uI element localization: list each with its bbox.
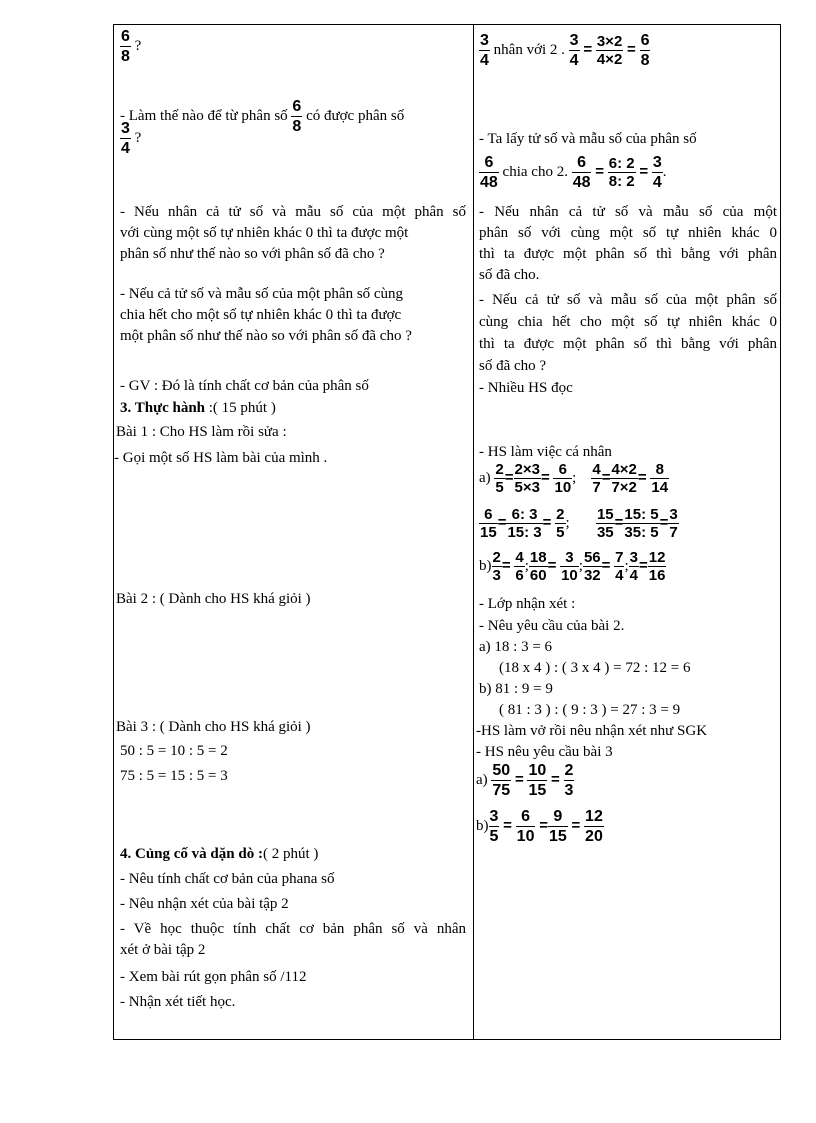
lesson-table <box>113 24 781 1040</box>
column-divider <box>473 25 474 1039</box>
fraction: $\frac{6}{15}$ <box>480 506 497 541</box>
fraction: $\frac{6}{10}$ <box>554 461 572 496</box>
exercise-3-line: 75 : 5 = 15 : 5 = 3 <box>120 768 228 784</box>
left-line-2: $\frac{3}{4}$ ? <box>121 120 142 157</box>
summary-item: - Nêu tính chất cơ bản của phana số <box>120 871 335 887</box>
fraction: $\frac{4}{7}$ <box>592 461 601 496</box>
right-para-1: số đã cho. <box>479 267 540 283</box>
fraction: $\frac{6}{8}$ <box>292 98 302 135</box>
fraction: $\frac{3}{4}$ <box>121 120 130 157</box>
exercise-3-line: 50 : 5 = 10 : 5 = 2 <box>120 743 228 759</box>
fraction: $\frac{56}{32}$ <box>583 549 601 584</box>
exercise-2: Bài 2 : ( Dành cho HS khá giỏi ) <box>116 591 311 607</box>
fraction: $\frac{2}{3}$ <box>564 762 574 799</box>
summary-item: - Xem bài rút gọn phân số /112 <box>120 969 307 985</box>
exercise-1: Bài 1 : Cho HS làm rồi sửa : <box>116 424 287 440</box>
exercise-3: Bài 3 : ( Dành cho HS khá giỏi ) <box>116 719 311 735</box>
fraction: $\frac{2}{5}$ <box>495 461 504 496</box>
right-para-1: - Nếu nhân cả tử số và mẫu số của một <box>479 204 777 220</box>
fraction: $\frac{18}{60}$ <box>529 549 547 584</box>
left-line-0: $\frac{6}{8}$ ? <box>121 28 142 65</box>
left-line-1: - Làm thế nào để từ phân số $\frac{6}{8}$ có được phân số <box>120 98 405 135</box>
exercise-2-line: (18 x 4 ) : ( 3 x 4 ) = 72 : 12 = 6 <box>499 660 691 676</box>
fraction: $\frac{12}{20}$ <box>585 808 603 845</box>
left-para-1: phân số như thế nào so với phân số đã cho ? <box>120 246 385 262</box>
summary-item: - Nhận xét tiết học. <box>120 994 236 1010</box>
fraction: $\frac{6}{8}$ <box>640 32 650 69</box>
right-para-1: phân số với cùng một số tự nhiên khác 0 <box>479 225 777 241</box>
fraction: $\frac{3}{4}$ <box>569 32 579 69</box>
fraction: $\frac{3}{4}$ <box>652 154 662 191</box>
fraction: $\frac{3\times 2}{4\times 2}$ <box>596 33 623 68</box>
left-para-2: chia hết cho một số tự nhiên khác 0 thì ta được <box>120 307 402 323</box>
right-para-2: - Nếu cả tử số và mẫu số của một phân số <box>479 292 777 308</box>
fraction: $\frac{6: 2}{8: 2}$ <box>608 155 635 190</box>
fraction: $\frac{4}{6}$ <box>515 549 524 584</box>
teacher-note: - GV : Đó là tính chất cơ bản của phân số <box>120 378 369 394</box>
right-para-2: thì ta được một phân số thì bằng với phân <box>479 336 777 352</box>
exercise-1-call: - Gọi một số HS làm bài của mình . <box>114 450 328 466</box>
section-4-heading: 4. Củng cố và dặn dò :( 2 phút ) <box>120 846 319 862</box>
fraction: $\frac{8}{14}$ <box>651 461 669 496</box>
fraction: $\frac{6}{10}$ <box>516 808 535 845</box>
fraction: $\frac{7}{4}$ <box>615 549 624 584</box>
left-para-1: - Nếu nhân cả tử số và mẫu số của một phân số <box>120 204 466 220</box>
exercise-1-answer-b: b) $\frac{2}{3}$ = $\frac{4}{6}$ ; $\frac{18}{60}$ = $\frac{3}{10}$ ; $\frac{56}{32}$ = $\frac{7}{4}$ ; $\frac{3}{4}$ = $\frac{12}{16}$ <box>479 549 666 584</box>
section-3-heading: 3. Thực hành :( 15 phút ) <box>120 400 276 416</box>
class-review: - Lớp nhận xét : <box>479 596 576 612</box>
sgk-note: -HS làm vở rồi nêu nhận xét như SGK <box>476 723 708 739</box>
fraction: $\frac{6: 3}{15: 3}$ <box>507 506 542 541</box>
summary-item: xét ở bài tập 2 <box>120 942 206 958</box>
fraction: $\frac{6}{8}$ <box>121 28 130 65</box>
exercise-3-answer-b: b) $\frac{3}{5}$ = $\frac{6}{10}$ = $\frac{9}{15}$ = $\frac{12}{20}$ <box>476 808 603 845</box>
summary-item: - Về học thuộc tính chất cơ bản phân số và nhân <box>120 921 466 937</box>
left-para-2: một phân số như thế nào so với phân số đã cho ? <box>120 328 412 344</box>
exercise-3-request: - HS nêu yêu cầu bài 3 <box>476 744 613 760</box>
fraction: $\frac{15: 5}{35: 5}$ <box>624 506 659 541</box>
right-line-1: - Ta lấy tử số và mẫu số của phân số <box>479 131 697 147</box>
fraction: $\frac{3}{5}$ <box>489 808 499 845</box>
fraction: $\frac{2}{3}$ <box>492 549 501 584</box>
fraction: $\frac{6}{48}$ <box>480 154 498 191</box>
exercise-2-request: - Nêu yêu cầu của bài 2. <box>479 618 625 634</box>
fraction: $\frac{50}{75}$ <box>492 762 511 799</box>
exercise-2-line: a) 18 : 3 = 6 <box>479 639 553 655</box>
fraction: $\frac{12}{16}$ <box>648 549 666 584</box>
exercise-3-answer-a: a) $\frac{50}{75}$ = $\frac{10}{15}$ = $\frac{2}{3}$ <box>476 762 574 799</box>
summary-item: - Nêu nhận xét của bài tập 2 <box>120 896 289 912</box>
right-para-1: thì ta được một phân số thì bằng với phân <box>479 246 777 262</box>
exercise-2-line: b) 81 : 9 = 9 <box>479 681 553 697</box>
fraction: $\frac{3}{7}$ <box>669 506 678 541</box>
fraction: $\frac{3}{4}$ <box>629 549 638 584</box>
fraction: $\frac{10}{15}$ <box>528 762 547 799</box>
many-read: - Nhiều HS đọc <box>479 380 573 396</box>
exercise-1-answer-a2: $\frac{6}{15}$ = $\frac{6: 3}{15: 3}$ = $\frac{2}{5}$ ; $\frac{15}{35}$ = $\frac{15: 5}{35: 5}$ = $\frac{3}{7}$ <box>480 506 678 541</box>
fraction: $\frac{6}{48}$ <box>572 154 591 191</box>
fraction: $\frac{2\times 3}{5\times 3}$ <box>514 461 540 496</box>
left-para-2: - Nếu cả tử số và mẫu số của một phân số cùng <box>120 286 404 302</box>
fraction: $\frac{2}{5}$ <box>556 506 565 541</box>
left-para-1: với cùng một số tự nhiên khác 0 thì ta được một <box>120 225 409 241</box>
exercise-2-line: ( 81 : 3 ) : ( 9 : 3 ) = 27 : 3 = 9 <box>499 702 681 718</box>
fraction: $\frac{3}{10}$ <box>561 549 578 584</box>
right-para-2: cùng chia hết cho một số tự nhiên khác 0 <box>479 314 777 330</box>
fraction: $\frac{9}{15}$ <box>548 808 567 845</box>
right-line-2: $\frac{6}{48}$ chia cho 2. $\frac{6}{48}$ = $\frac{6: 2}{8: 2}$ = $\frac{3}{4}$ . <box>480 154 667 191</box>
fraction: $\frac{3}{4}$ <box>480 32 489 69</box>
exercise-1-answer-a: a) $\frac{2}{5}$ = $\frac{2\times 3}{5\times 3}$ = $\frac{6}{10}$ ; $\frac{4}{7}$ = $\frac{4\times 2}{7\times 2}$ = $\frac{8}{14}$ <box>479 461 669 496</box>
fraction: $\frac{4\times 2}{7\times 2}$ <box>611 461 637 496</box>
individual-work: - HS làm việc cá nhân <box>479 444 612 460</box>
right-line-0: $\frac{3}{4}$ nhân với 2 . $\frac{3}{4}$ = $\frac{3\times 2}{4\times 2}$ = $\frac{6}{8}$ <box>480 32 650 69</box>
fraction: $\frac{15}{35}$ <box>596 506 614 541</box>
right-para-2: số đã cho ? <box>479 358 547 374</box>
